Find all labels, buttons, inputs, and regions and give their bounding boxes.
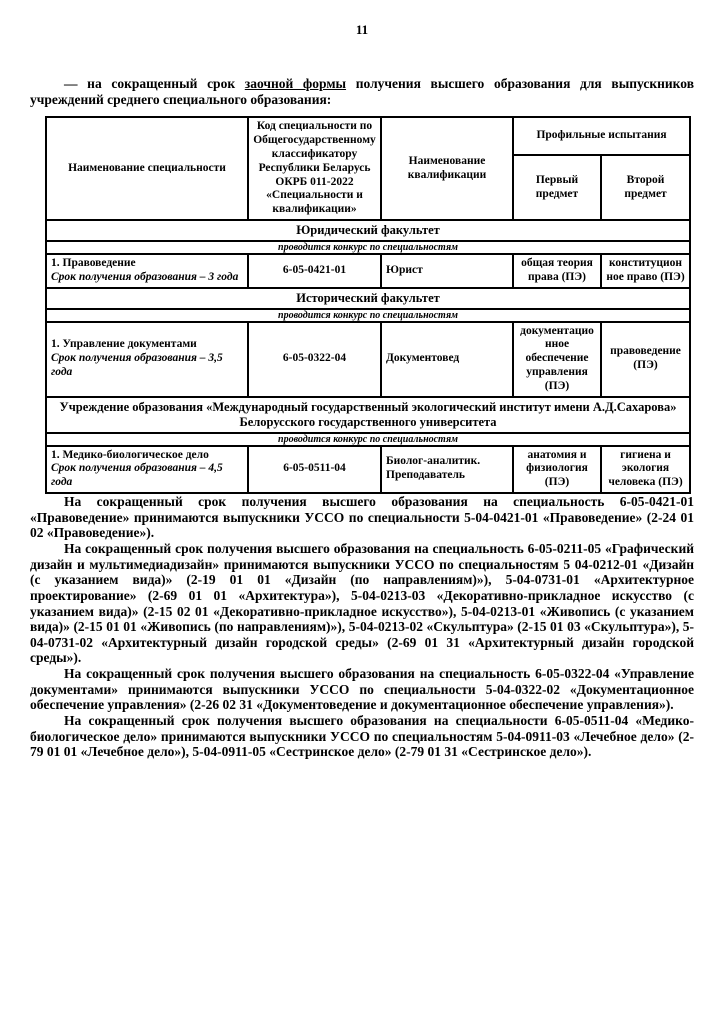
section-note-row — [46, 241, 690, 254]
institute-title: Учреждение образования «Международный государственный экологический институт имени А.Д.Сахарова» Белорусского государственного университета — [46, 397, 690, 433]
specialty-name: 1. Правоведение — [51, 256, 136, 269]
specialty-name: 1. Управление документами — [51, 338, 197, 351]
intro-underlined-text: заочной формы — [244, 76, 347, 91]
study-duration: Срок получения образования – 3,5 года — [51, 352, 223, 378]
specialty-name-cell — [46, 254, 248, 288]
study-duration: Срок получения образования – 3 года — [51, 270, 239, 283]
specialties-table — [45, 116, 691, 494]
table-header-row-1 — [46, 117, 690, 155]
study-duration: Срок получения образования – 4,5 года — [51, 462, 223, 489]
specialty-code-cell: 6-05-0322-04 — [248, 322, 381, 397]
table-row — [46, 254, 690, 288]
qualification-cell: Документовед — [381, 322, 513, 397]
specialty-name: 1. Медико-биологическое дело — [51, 448, 209, 461]
header-specialty: Наименование специальности — [46, 117, 248, 220]
first-subject-cell: анатомия и физиология (ПЭ) — [513, 446, 601, 493]
second-subject-cell: гигиена и экология человека (ПЭ) — [601, 446, 690, 493]
first-subject-cell: документационное обеспечение управления (ПЭ) — [513, 322, 601, 397]
competition-note: проводится конкурс по специальностям — [46, 241, 690, 254]
body-paragraph-2: На сокращенный срок получения высшего образования на специальность 6-05-0211-05 «Графический дизайн и мультимедиадизайн» принимаются выпускники УССО по специальностям 5 04-0212-01 «Дизайн (с указанием вида)» (2-19 01 01 «Дизайн (по направлениям)»), 5-04-0731-01 «Архитектурное проектирование» (2-69 01 01 «Архитектура»), 5-04-0213-03 «Декоративно-прикладное искусство (с указанием вида)» (2-15 02 01 «Декоративно-прикладное искусство»), 5-04-0213-01 «Живопись (с указанием вида)» (2-15 01 01 «Живопись (по направлениям)»), 5-04-0213-02 «Скульптура» (2-15 01 03 «Скульптура»), 5-04-0731-02 «Архитектурный дизайн городской среды» (2-69 01 31 «Архитектурный дизайн городской среды»). — [30, 540, 694, 666]
header-code: Код специальности по Общегосударственному классификатору Республики Беларусь ОКРБ 011-2022 «Специальности и квалификации» — [248, 117, 381, 220]
specialty-name-cell — [46, 446, 248, 493]
specialty-name-cell — [46, 322, 248, 397]
intro-suffix: получения высшего образования для выпускников учреждений среднего специального образования: — [30, 76, 694, 108]
competition-note: проводится конкурс по специальностям — [46, 309, 690, 322]
intro-paragraph — [30, 76, 694, 108]
body-paragraph-4: На сокращенный срок получения высшего образования на специальности 6-05-0511-04 «Медико-биологическое дело» принимаются выпускники УССО по специальностям 5-04-0911-03 «Лечебное дело» (2-79 01 01 «Лечебное дело»), 5-04-0911-05 «Сестринское дело» (2-79 01 31 «Сестринское дело»). — [30, 713, 694, 760]
header-profile-exams: Профильные испытания — [513, 117, 690, 155]
section-title-row — [46, 288, 690, 309]
section-note-row — [46, 309, 690, 322]
faculty-title: Юридический факультет — [46, 220, 690, 241]
section-note-row — [46, 433, 690, 446]
specialty-code-cell: 6-05-0511-04 — [248, 446, 381, 493]
second-subject-cell: конституционное право (ПЭ) — [601, 254, 690, 288]
qualification-cell: Биолог-аналитик. Преподаватель — [381, 446, 513, 493]
section-title-row — [46, 220, 690, 241]
faculty-title: Исторический факультет — [46, 288, 690, 309]
first-subject-cell: общая теория права (ПЭ) — [513, 254, 601, 288]
page-number: 11 — [355, 22, 369, 37]
header-first-subject: Первый предмет — [513, 155, 601, 220]
intro-prefix: — на сокращенный срок — [64, 76, 245, 91]
competition-note: проводится конкурс по специальностям — [46, 433, 690, 446]
section-title-row — [46, 397, 690, 433]
header-second-subject: Второй предмет — [601, 155, 690, 220]
header-qualification: Наименование квалификации — [381, 117, 513, 220]
table-row — [46, 322, 690, 397]
table-row — [46, 446, 690, 493]
body-paragraph-1: На сокращенный срок получения высшего образования на специальность 6-05-0421-01 «Правоведение» принимаются выпускники УССО по специальности 5-04-0421-01 «Правоведение» (2-24 01 02 «Правоведение»). — [30, 493, 694, 541]
body-paragraph-3: На сокращенный срок получения высшего образования на специальность 6-05-0322-04 «Управление документами» принимаются выпускники УССО по специальности 5-04-0322-02 «Документационное обеспечение управления» (2-26 02 31 «Документоведение и документационное обеспечение управления»). — [30, 666, 694, 713]
qualification-cell: Юрист — [381, 254, 513, 288]
second-subject-cell: правоведение (ПЭ) — [601, 322, 690, 397]
specialty-code-cell: 6-05-0421-01 — [248, 254, 381, 288]
